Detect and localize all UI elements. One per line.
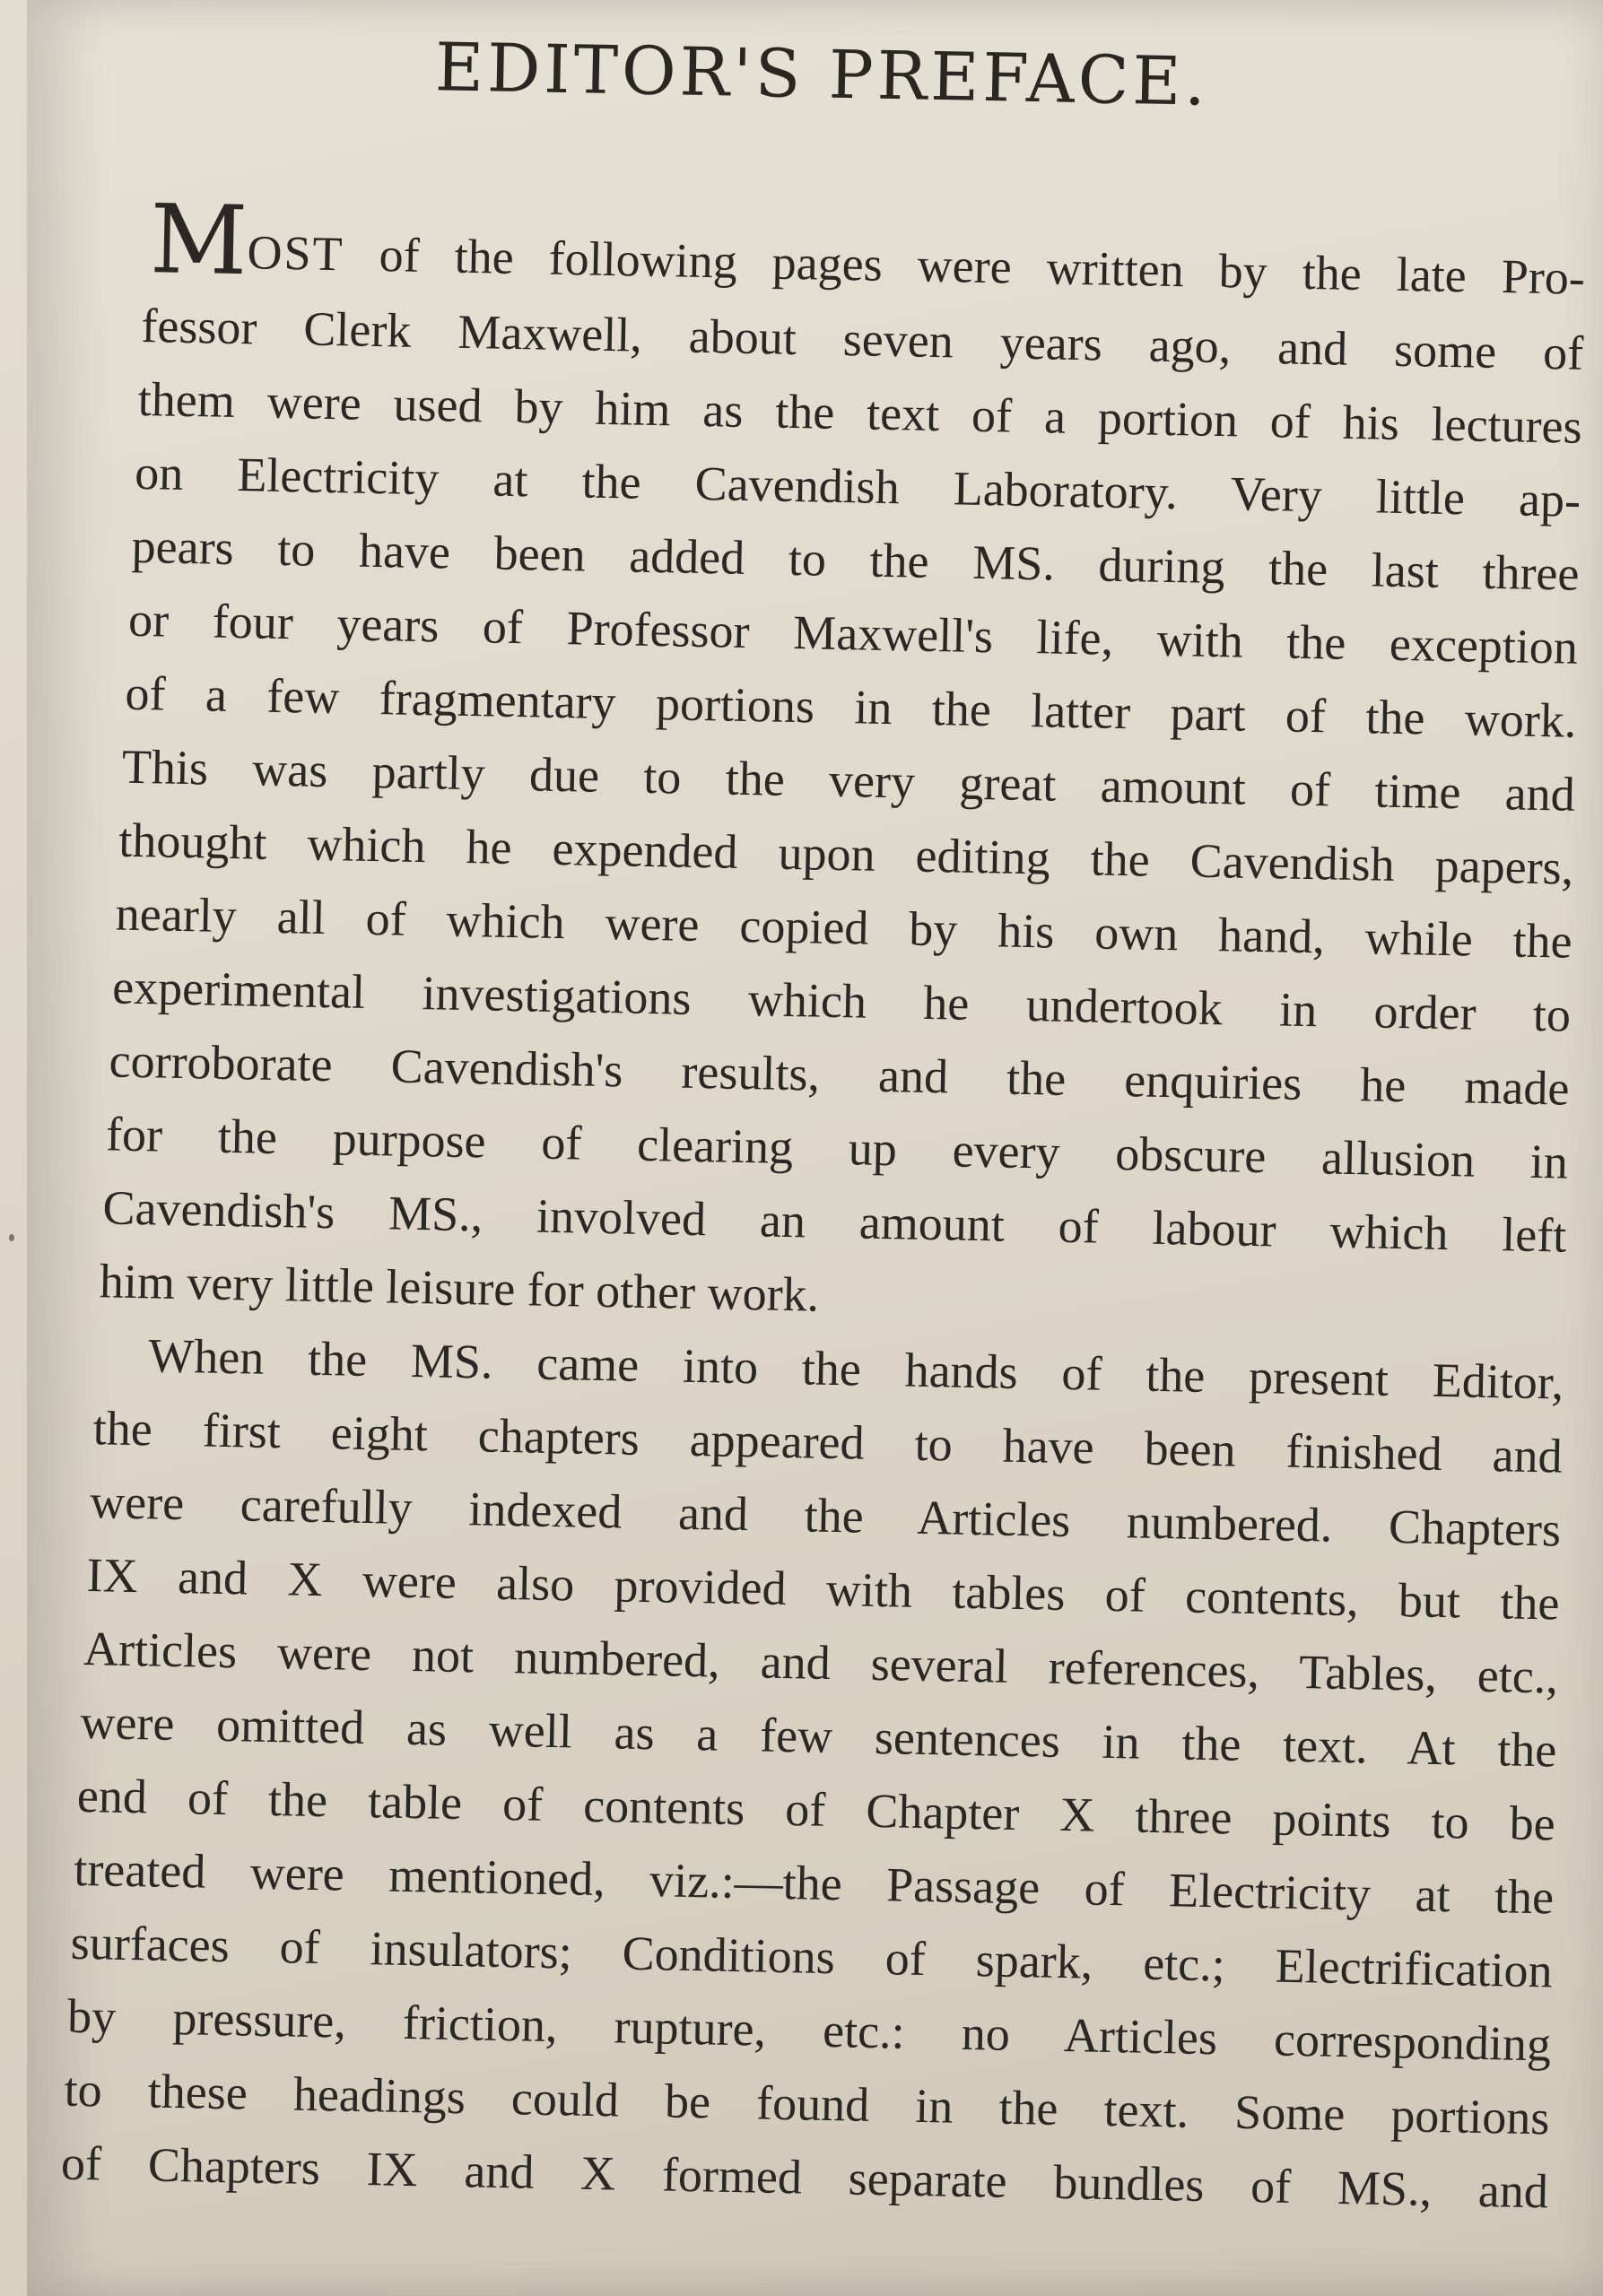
text-line: end of the table of contents of Chapter X three points to be (76, 1768, 1556, 1851)
text-line: pears to have been added to the MS. during the last three (131, 518, 1581, 601)
text-line: to these headings could be found in the text. Some portions (64, 2062, 1550, 2145)
text-line: experimental investigations which he undertook in order to (111, 960, 1572, 1042)
text-line: of Chapters IX and X formed separate bundles of MS., and (60, 2135, 1549, 2219)
text-line: were carefully indexed and the Articles numbered. Chapters (89, 1474, 1562, 1557)
text-line: IX and X were also provided with tables of contents, but the (86, 1548, 1560, 1631)
text-line: When the MS. came into the hands of the present Editor, (147, 1328, 1564, 1410)
text-line: nearly all of which were copied by his own hand, while the (115, 886, 1573, 969)
text-line (149, 184, 1586, 315)
text-line: him very little leisure for other work. (99, 1254, 820, 1322)
first-word-rest: OST (247, 225, 345, 282)
text-line: treated were mentioned, viz.:—the Passage of Electricity at the (73, 1841, 1555, 1925)
text-line: on Electricity at the Cavendish Laboratory. Very little ap- (134, 445, 1581, 527)
text-line: for the purpose of clearing up every obscure allusion in (105, 1107, 1569, 1189)
text-line: surfaces of insulators; Conditions of spark, etc.; Electrification (70, 1915, 1554, 1998)
text-line: thought which he expended upon editing the Cavendish papers, (118, 813, 1574, 895)
text-line: fessor Clerk Maxwell, about seven years ago, and some of (140, 298, 1584, 380)
text-line: corroborate Cavendish's results, and the enquiries he made (109, 1033, 1571, 1116)
page-title: EDITOR'S PREFACE. (434, 29, 1210, 121)
line-1-text: of the following pages were written by the late Pro- (344, 227, 1586, 305)
text-line: Cavendish's MS., involved an amount of labour which left (102, 1180, 1567, 1263)
text-line: This was partly due to the very great amount of time and (121, 739, 1576, 822)
text-line: Articles were not numbered, and several references, Tables, etc., (83, 1622, 1559, 1704)
text-line: or four years of Professor Maxwell's life, with the exception (127, 592, 1579, 674)
drop-cap: M (149, 184, 249, 297)
text-line: by pressure, friction, rupture, etc.: no Articles corresponding (66, 1988, 1552, 2072)
text-line: the first eight chapters appeared to have been finished and (92, 1401, 1564, 1483)
text-line: were omitted as well as a few sentences in the text. At the (79, 1694, 1557, 1778)
text-line: of a few fragmentary portions in the latter part of the work. (125, 665, 1577, 748)
text-line: them were used by him as the text of a portion of his lectures (137, 371, 1583, 454)
